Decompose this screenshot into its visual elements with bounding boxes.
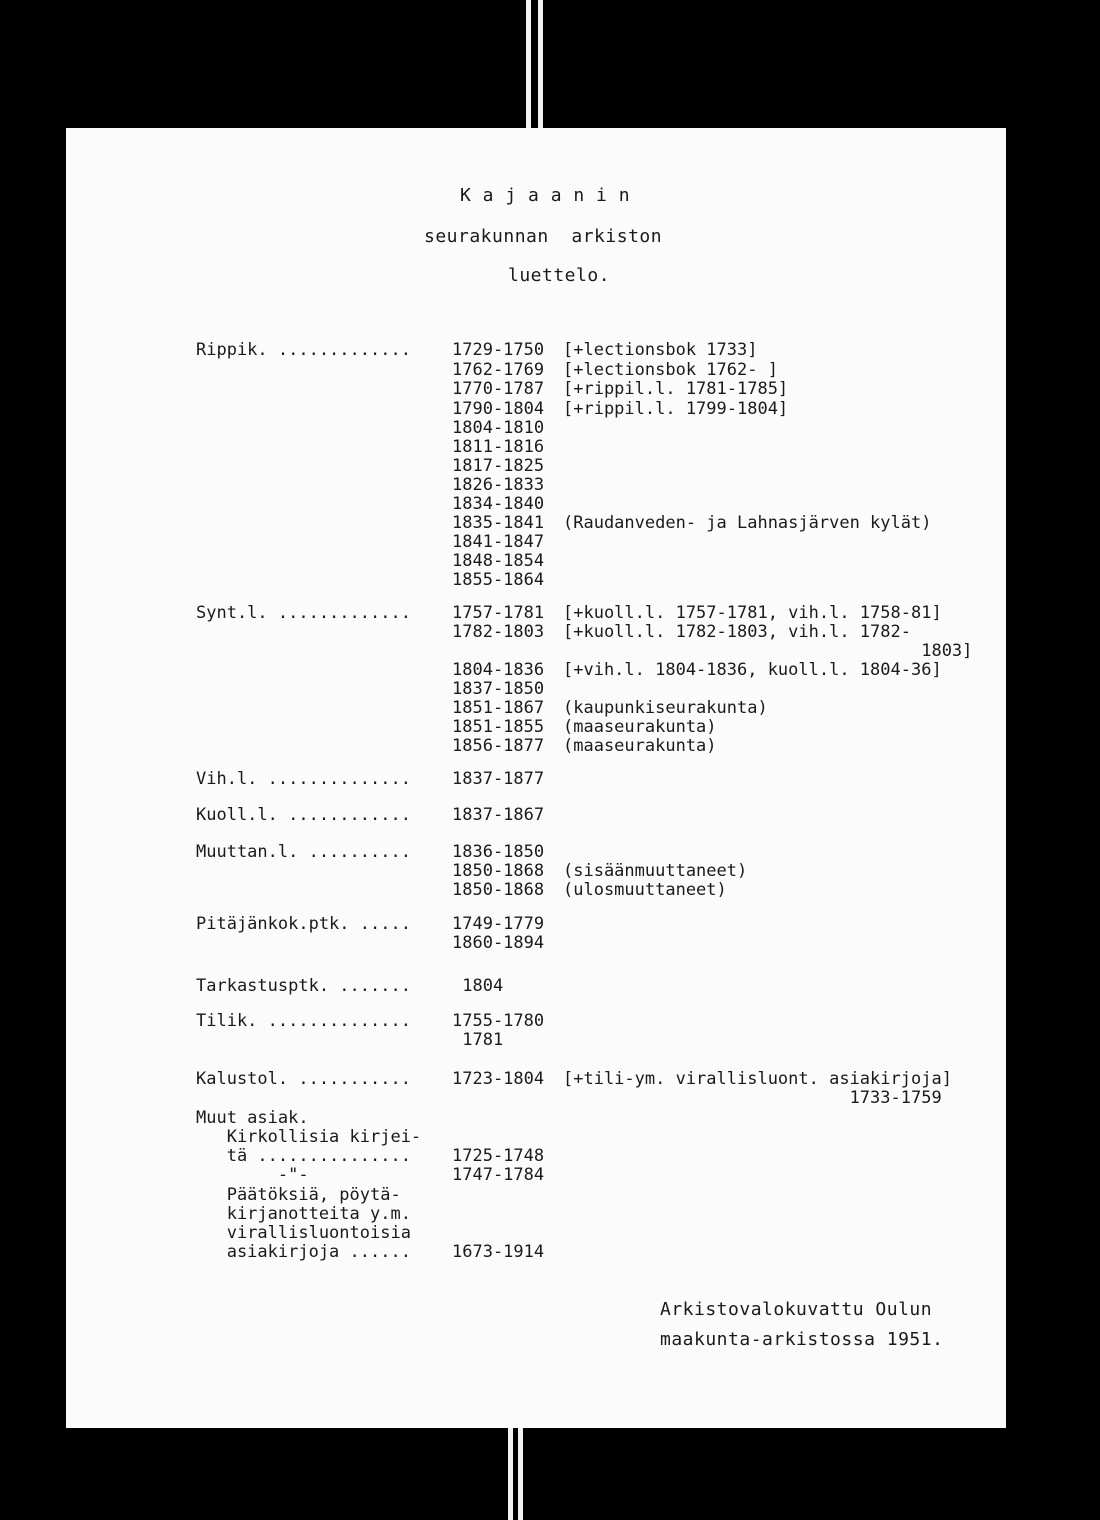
list-years: 1855-1864: [452, 570, 545, 590]
list-note: [+lectionsbok 1733]: [563, 340, 758, 360]
list-note: [+lectionsbok 1762- ]: [563, 360, 778, 380]
list-label: Kuoll.l. ............: [196, 805, 411, 825]
bottom-border-bar-right: [518, 1428, 523, 1520]
document-page: [66, 128, 1006, 1428]
list-years: 1835-1841: [452, 513, 545, 533]
list-note: (kaupunkiseurakunta): [563, 698, 768, 718]
list-label: Muut asiak.: [196, 1108, 309, 1128]
list-note: [+rippil.l. 1781-1785]: [563, 379, 789, 399]
top-border-bar-right: [538, 0, 543, 130]
list-years: 1755-1780: [452, 1011, 545, 1031]
list-years: 1770-1787: [452, 379, 545, 399]
list-years: 1757-1781: [452, 603, 545, 623]
list-note: 1803]: [563, 641, 973, 661]
list-years: 1673-1914: [452, 1242, 545, 1262]
list-label: asiakirjoja ......: [196, 1242, 411, 1262]
list-label: Tilik. ..............: [196, 1011, 411, 1031]
list-note: [+rippil.l. 1799-1804]: [563, 399, 789, 419]
title-line-3: luettelo.: [508, 265, 611, 286]
list-label: Muuttan.l. ..........: [196, 842, 411, 862]
list-label: tä ...............: [196, 1146, 411, 1166]
list-years: 1837-1850: [452, 679, 545, 699]
list-note: (sisäänmuuttaneet): [563, 861, 748, 881]
list-label: Kirkollisia kirjei-: [196, 1127, 422, 1147]
list-label: Kalustol. ...........: [196, 1069, 411, 1089]
list-years: 1762-1769: [452, 360, 545, 380]
list-label: Synt.l. .............: [196, 603, 411, 623]
footer-line-2: maakunta-arkistossa 1951.: [660, 1329, 944, 1350]
title-line-2: seurakunnan arkiston: [424, 226, 663, 247]
list-label: Tarkastusptk. .......: [196, 976, 411, 996]
list-label: Päätöksiä, pöytä-: [196, 1185, 401, 1205]
list-years: 1729-1750: [452, 340, 545, 360]
list-years: 1851-1867: [452, 698, 545, 718]
list-years: 1860-1894: [452, 933, 545, 953]
top-border-bar-left: [526, 0, 531, 130]
list-years: 1782-1803: [452, 622, 545, 642]
list-years: 1848-1854: [452, 551, 545, 571]
list-years: 1804: [452, 976, 504, 996]
list-years: 1837-1877: [452, 769, 545, 789]
list-note: 1733-1759: [563, 1088, 942, 1108]
list-years: 1804-1836: [452, 660, 545, 680]
list-years: 1723-1804: [452, 1069, 545, 1089]
list-note: [+kuoll.l. 1782-1803, vih.l. 1782-: [563, 622, 911, 642]
list-years: 1850-1868: [452, 861, 545, 881]
list-years: 1826-1833: [452, 475, 545, 495]
list-years: 1749-1779: [452, 914, 545, 934]
list-label: -"-: [196, 1165, 309, 1185]
list-years: 1837-1867: [452, 805, 545, 825]
list-years: 1781: [452, 1030, 504, 1050]
list-years: 1790-1804: [452, 399, 545, 419]
list-years: 1747-1784: [452, 1165, 545, 1185]
list-label: virallisluontoisia: [196, 1223, 411, 1243]
title-line-1: K a j a a n i n: [460, 185, 631, 206]
list-label: Pitäjänkok.ptk. .....: [196, 914, 411, 934]
footer-line-1: Arkistovalokuvattu Oulun: [660, 1299, 933, 1320]
bottom-border-bar-left: [508, 1428, 513, 1520]
list-label: Rippik. .............: [196, 340, 411, 360]
list-years: 1811-1816: [452, 437, 545, 457]
list-note: (maaseurakunta): [563, 736, 717, 756]
list-label: kirjanotteita y.m.: [196, 1204, 411, 1224]
list-note: (Raudanveden- ja Lahnasjärven kylät): [563, 513, 932, 533]
list-note: [+vih.l. 1804-1836, kuoll.l. 1804-36]: [563, 660, 942, 680]
list-years: 1841-1847: [452, 532, 545, 552]
list-note: [+tili-ym. virallisluont. asiakirjoja]: [563, 1069, 952, 1089]
list-years: 1804-1810: [452, 418, 545, 438]
list-years: 1851-1855: [452, 717, 545, 737]
list-label: Vih.l. ..............: [196, 769, 411, 789]
list-note: [+kuoll.l. 1757-1781, vih.l. 1758-81]: [563, 603, 942, 623]
list-years: 1850-1868: [452, 880, 545, 900]
list-years: 1834-1840: [452, 494, 545, 514]
list-years: 1856-1877: [452, 736, 545, 756]
list-years: 1725-1748: [452, 1146, 545, 1166]
list-note: (ulosmuuttaneet): [563, 880, 727, 900]
list-years: 1836-1850: [452, 842, 545, 862]
list-note: (maaseurakunta): [563, 717, 717, 737]
list-years: 1817-1825: [452, 456, 545, 476]
